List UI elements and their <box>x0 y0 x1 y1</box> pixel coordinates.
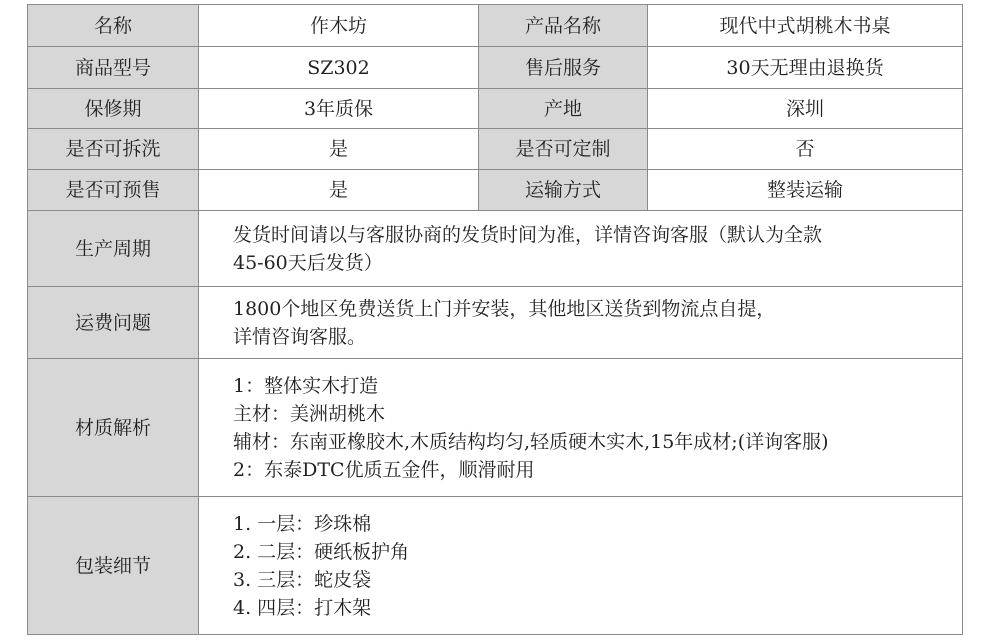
detail-line: 45-60天后发货） <box>233 251 383 274</box>
detail-text-material <box>199 359 963 497</box>
spec-value-washable: 是 <box>199 129 479 170</box>
detail-line: 2. 二层：硬纸板护角 <box>233 540 410 563</box>
spec-label-washable: 是否可拆洗 <box>28 129 199 170</box>
detail-text-packaging <box>199 497 963 635</box>
detail-label-shipping-fee: 运费问题 <box>28 287 199 359</box>
spec-label-brand: 名称 <box>28 5 199 47</box>
spec-label-origin: 产地 <box>479 89 648 129</box>
detail-row <box>28 497 963 635</box>
detail-line: 主材：美洲胡桃木 <box>233 402 386 425</box>
spec-label-warranty: 保修期 <box>28 89 199 129</box>
detail-row <box>28 359 963 497</box>
spec-label-shipping-method: 运输方式 <box>479 170 648 211</box>
spec-label-customizable: 是否可定制 <box>479 129 648 170</box>
detail-line: 1800个地区免费送货上门并安装，其他地区送货到物流点自提， <box>233 297 776 320</box>
spec-row <box>28 170 963 211</box>
spec-value-origin: 深圳 <box>648 89 963 129</box>
spec-value-product-name: 现代中式胡桃木书桌 <box>648 5 963 47</box>
spec-row <box>28 5 963 47</box>
detail-line: 3. 三层：蛇皮袋 <box>233 568 372 591</box>
spec-value-shipping-method: 整装运输 <box>648 170 963 211</box>
spec-value-brand: 作木坊 <box>199 5 479 47</box>
detail-label-production-cycle: 生产周期 <box>28 211 199 287</box>
detail-text-production-cycle <box>199 211 963 287</box>
spec-value-customizable: 否 <box>648 129 963 170</box>
spec-value-presale: 是 <box>199 170 479 211</box>
spec-label-product-name: 产品名称 <box>479 5 648 47</box>
detail-label-material: 材质解析 <box>28 359 199 497</box>
detail-label-packaging: 包装细节 <box>28 497 199 635</box>
detail-line: 4. 四层：打木架 <box>233 596 372 619</box>
detail-line: 1. 一层：珍珠棉 <box>233 512 372 535</box>
spec-value-after-sales: 30天无理由退换货 <box>648 47 963 89</box>
spec-row <box>28 89 963 129</box>
detail-line: 1：整体实木打造 <box>233 374 379 397</box>
detail-text-shipping-fee <box>199 287 963 359</box>
detail-row <box>28 211 963 287</box>
spec-label-model: 商品型号 <box>28 47 199 89</box>
detail-line: 发货时间请以与客服协商的发货时间为准，详情咨询客服（默认为全款 <box>233 223 823 246</box>
spec-label-presale: 是否可预售 <box>28 170 199 211</box>
spec-row <box>28 129 963 170</box>
detail-line: 2：东泰DTC优质五金件，顺滑耐用 <box>233 458 535 481</box>
spec-value-warranty: 3年质保 <box>199 89 479 129</box>
spec-value-model: SZ302 <box>199 47 479 89</box>
spec-label-after-sales: 售后服务 <box>479 47 648 89</box>
product-spec-table <box>27 4 963 635</box>
detail-row <box>28 287 963 359</box>
detail-line: 辅材：东南亚橡胶木,木质结构均匀,轻质硬木实木,15年成材;(详询客服) <box>233 430 829 453</box>
detail-line: 详情咨询客服。 <box>233 325 367 348</box>
spec-row <box>28 47 963 89</box>
